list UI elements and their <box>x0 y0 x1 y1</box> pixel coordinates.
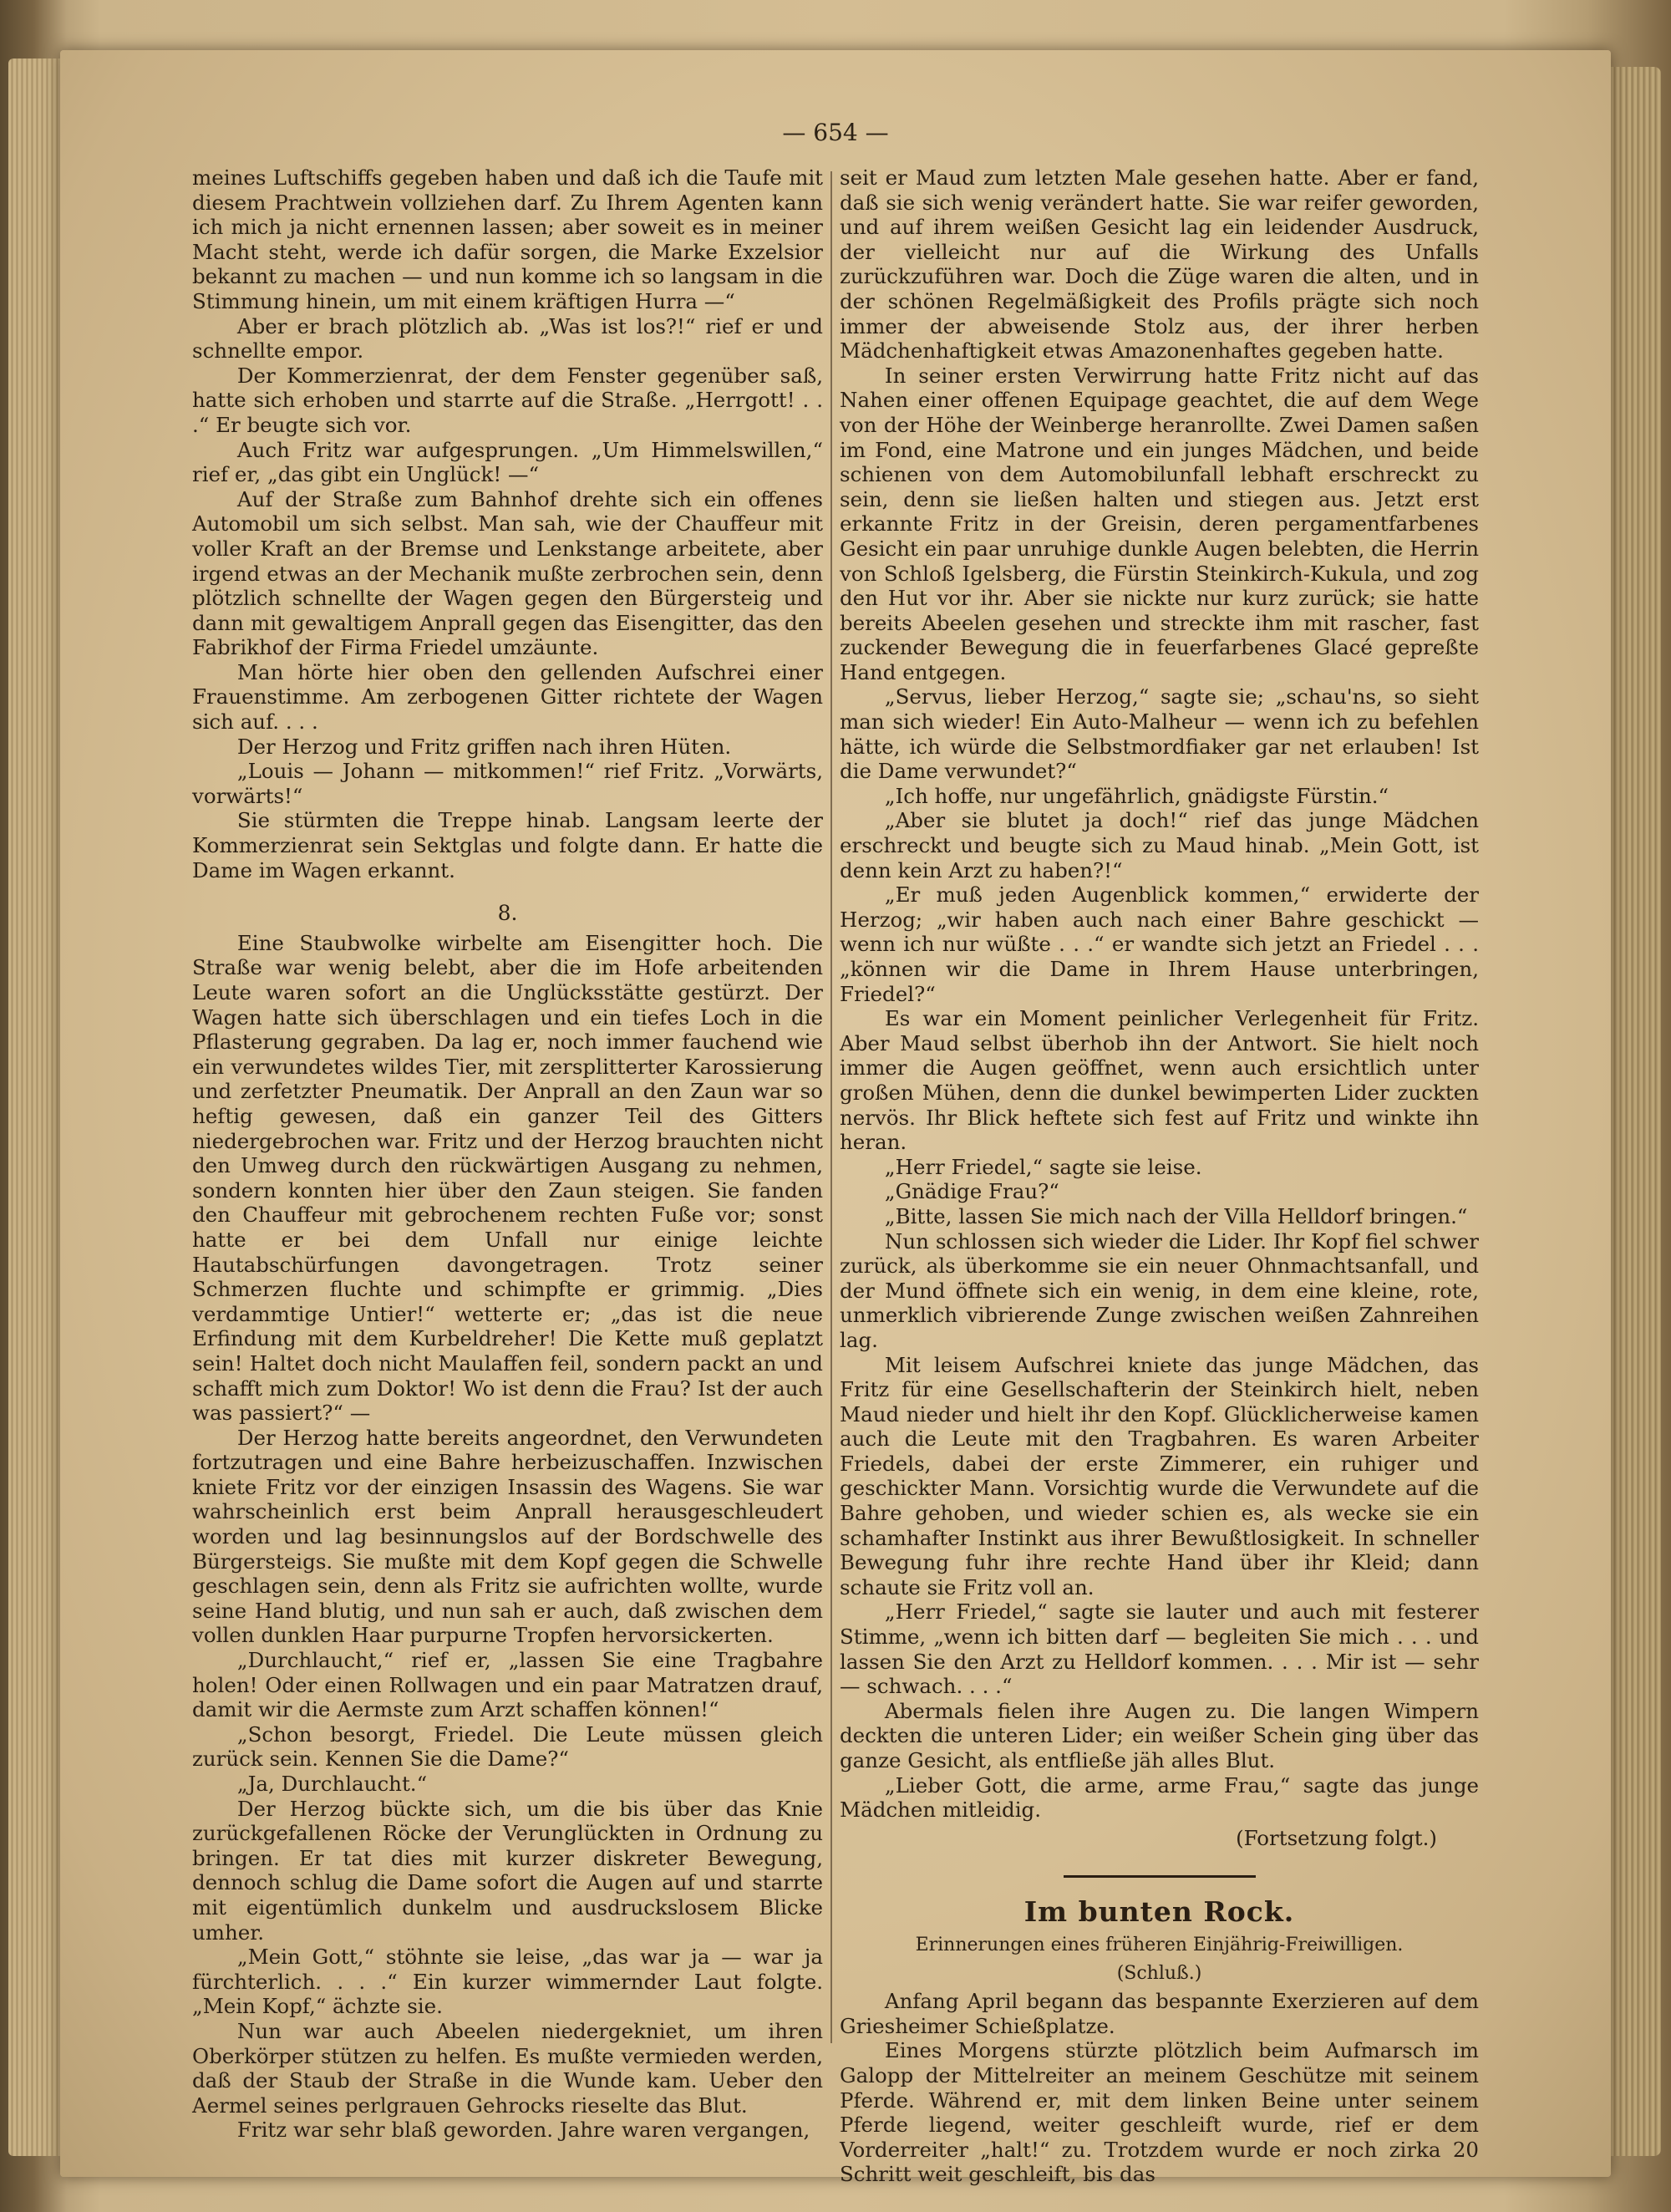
paragraph: „Herr Friedel,“ sagte sie lauter und auch mit festerer Stimme, „wenn ich bitten darf — begleiten Sie mich . . . und lassen Sie den Arzt zu Helldorf kommen. . . . Mir ist — sehr — schwach. . . .“ <box>840 1599 1479 1699</box>
paragraph: Auch Fritz war aufgesprungen. „Um Himmelswillen,“ rief er, „das gibt ein Unglück! —“ <box>192 437 823 487</box>
left-column <box>192 165 823 2143</box>
article-title: Im bunten Rock. <box>1023 1895 1295 1929</box>
paragraph: Mit leisem Aufschrei kniete das junge Mädchen, das Fritz für eine Gesellschafterin der Steinkirch hielt, neben Maud nieder und hielt ihr den Kopf. Glücklicherweise kamen auch die Leute mit den Tragbahren. Es waren Arbeiter Friedels, dabei der erste Zimmerer, ein ruhiger und geschickter Mann. Vorsichtig wurde die Verwundete auf die Bahre gehoben, und wieder schien es, als wecke sie ein schamhafter Instinkt aus ihrer Bewußtlosigkeit. In schneller Bewegung fuhr ihre rechte Hand über ihr Kleid; dann schaute sie Fritz voll an. <box>840 1352 1479 1599</box>
separator-rule <box>1064 1875 1256 1878</box>
paragraph: „Ich hoffe, nur ungefährlich, gnädigste Fürstin.“ <box>884 783 1389 808</box>
paragraph: Aber er brach plötzlich ab. „Was ist los?!“ rief er und schnellte empor. <box>192 313 823 364</box>
paragraph: „Er muß jeden Augenblick kommen,“ erwiderte der Herzog; „wir haben auch nach einer Bahre geschickt — wenn ich nur wüßte . . .“ er wandte sich jetzt an Friedel . . . „können wir die Dame in Ihrem Hause unterbringen, Friedel?“ <box>840 882 1479 1006</box>
paragraph: „Mein Gott,“ stöhnte sie leise, „das war ja — war ja fürchterlich. . . .“ Ein kurzer wimmernder Laut folgte. „Mein Kopf,“ ächzte sie. <box>192 1945 823 2019</box>
paragraph: „Bitte, lassen Sie mich nach der Villa Helldorf bringen.“ <box>884 1203 1468 1228</box>
paragraph: Eines Morgens stürzte plötzlich beim Aufmarsch im Galopp der Mittelreiter an meinem Geschütze mit seinem Pferde. Während er, mit dem linken Beine unter seinem Pferde liegend, weiter geschleift wurde, rief er dem Vorderreiter „halt!“ zu. Trotzdem wurde er noch zirka 20 Schritt weit geschleift, bis das <box>840 2038 1479 2187</box>
paragraph: „Durchlaucht,“ rief er, „lassen Sie eine Tragbahre holen! Oder einen Rollwagen und ein paar Matratzen drauf, damit wir die Aermste zum Arzt schaffen können!“ <box>192 1648 823 1722</box>
paragraph: meines Luftschiffs gegeben haben und daß ich die Taufe mit diesem Prachtwein vollziehen darf. Zu Ihrem Agenten kann ich mich ja nicht ernennen lassen; aber soweit es in meiner Macht steht, werde ich dafür sorgen, die Marke Exzelsior bekannt zu machen — und nun komme ich so langsam in die Stimmung hinein, um mit einem kräftigen Hurra —“ <box>192 165 823 313</box>
continuation-note: (Fortsetzung folgt.) <box>1236 1825 1437 1850</box>
paragraph: Anfang April begann das bespannte Exerzieren auf dem Griesheimer Schießplatze. <box>840 1989 1479 2038</box>
paragraph: Der Herzog bückte sich, um die bis über das Knie zurückgefallenen Röcke der Verunglückten in Ordnung zu bringen. Er tat dies mit kurzer diskreter Bewegung, dennoch schlug die Dame sofort die Augen auf und starrte mit eigentümlich dunkelm und ausdruckslosem Blicke umher. <box>192 1796 823 1945</box>
paragraph: „Herr Friedel,“ sagte sie leise. <box>884 1154 1202 1179</box>
paragraph: „Schon besorgt, Friedel. Die Leute müssen gleich zurück sein. Kennen Sie die Dame?“ <box>192 1721 823 1772</box>
paragraph: In seiner ersten Verwirrung hatte Fritz nicht auf das Nahen einer offenen Equipage geachtet, die auf dem Wege von der Höhe der Weinberge heranrollte. Zwei Damen saßen im Fond, eine Matrone und ein junges Mädchen, und beide schienen von dem Automobilunfall lebhaft erschreckt zu sein, denn sie ließen halten und stiegen aus. Jetzt erst erkannte Fritz in der Greisin, deren pergamentfarbenes Gesicht ein paar unruhige dunkle Augen belebten, die Herrin von Schloß Igelsberg, die Fürstin Steinkirch-Kukula, und zog den Hut vor ihr. Aber sie nickte nur kurz zurück; sie hatte bereits Abeelen gesehen und streckte ihm mit rascher, fast zuckender Bewegung die in feuerfarbenes Glacé gepreßte Hand entgegen. <box>840 363 1479 684</box>
paragraph: „Servus, lieber Herzog,“ sagte sie; „schau'ns, so sieht man sich wieder! Ein Auto-Malheur — wenn ich zu befehlen hätte, ich würde die Selbstmordfiaker gar net erlauben! Ist die Dame verwundet?“ <box>840 684 1479 784</box>
column-divider <box>830 171 832 2043</box>
section-number: 8. <box>497 901 518 926</box>
paragraph: „Ja, Durchlaucht.“ <box>236 1772 428 1796</box>
paragraph: „Louis — Johann — mitkommen!“ rief Fritz. „Vorwärts, vorwärts!“ <box>192 759 823 808</box>
paragraph: „Aber sie blutet ja doch!“ rief das junge Mädchen erschreckt und beugte sich zu Maud hinab. „Mein Gott, ist denn kein Arzt zu haben?!“ <box>840 808 1479 882</box>
paragraph: Der Kommerzienrat, der dem Fenster gegenüber saß, hatte sich erhoben und starrte auf die Straße. „Herrgott! . . .“ Er beugte sich vor. <box>192 363 823 437</box>
paragraph: Man hörte hier oben den gellenden Aufschrei einer Frauenstimme. Am zerbogenen Gitter richtete der Wagen sich auf. . . . <box>192 659 823 735</box>
paragraph: Der Herzog und Fritz griffen nach ihren Hüten. <box>236 734 732 759</box>
page-stack-right <box>1611 67 1661 2156</box>
paragraph: Auf der Straße zum Bahnhof drehte sich ein offenes Automobil um sich selbst. Man sah, wie der Chauffeur mit voller Kraft an der Bremse und Lenkstange arbeitete, aber irgend etwas an der Mechanik mußte zerbrochen sein, denn plötzlich schnellte der Wagen gegen den Bürgersteig und dann mit gewaltigem Anprall gegen das Eisengitter, das den Fabrikhof der Firma Friedel umzäunte. <box>192 486 823 660</box>
right-column <box>840 165 1479 2187</box>
article-subtitle: Erinnerungen eines früheren Einjährig-Freiwilligen. <box>915 1934 1404 1955</box>
paragraph: Abermals fielen ihre Augen zu. Die langen Wimpern deckten die unteren Lider; ein weißer Schein ging über das ganze Gesicht, als entfließe jäh alles Blut. <box>840 1698 1479 1772</box>
paragraph: Nun schlossen sich wieder die Lider. Ihr Kopf fiel schwer zurück, als überkomme sie ein neuer Ohnmachtsanfall, und der Mund öffnete sich ein wenig, in dem eine kleine, rote, unmerklich vibrierende Zunge zwischen weißen Zahnreihen lag. <box>840 1228 1479 1352</box>
paragraph: „Gnädige Frau?“ <box>884 1179 1059 1204</box>
paragraph: seit er Maud zum letzten Male gesehen hatte. Aber er fand, daß sie sich wenig verändert hatte. Sie war reifer geworden, und auf ihrem weißen Gesicht lag ein leidender Ausdruck, der vielleicht nur auf die Wirkung des Unfalls zurückzuführen war. Doch die Züge waren die alten, und in der schönen Regelmäßigkeit des Profils prägte sich noch immer der abweisende Stolz aus, der ihrer herben Mädchenhaftigkeit etwas Amazonenhaftes gegeben hatte. <box>840 165 1479 364</box>
paragraph: Fritz war sehr blaß geworden. Jahre waren vergangen, <box>236 2118 810 2143</box>
paragraph: Nun war auch Abeelen niedergekniet, um ihren Oberkörper stützen zu helfen. Es mußte vermieden werden, daß der Staub der Straße in die Wunde kam. Ueber den Aermel seines perlgrauen Gehrocks rieselte das Blut. <box>192 2018 823 2118</box>
paragraph: Eine Staubwolke wirbelte am Eisengitter hoch. Die Straße war wenig belebt, aber die im Hofe arbeitenden Leute waren sofort an die Unglücksstätte gestürzt. Der Wagen hatte sich überschlagen und ein tiefes Loch in die Pflasterung gegraben. Da lag er, noch immer fauchend wie ein verwundetes wildes Tier, mit zersplitterter Karossierung und zerfetzter Pneumatik. Der Anprall an den Zaun war so heftig gewesen, daß ein ganzer Teil des Gitters niedergebrochen war. Fritz und der Herzog brauchten nicht den Umweg durch den rückwärtigen Ausgang zu nehmen, sondern konnten hier über den Zaun steigen. Sie fanden den Chauffeur mit gebrochenem rechten Fuße vor; sonst hatte er bei dem Unfall nur einige leichte Hautabschürfungen davongetragen. Trotz seiner Schmerzen fluchte und schimpfte er grimmig. „Dies verdammtige Untier!“ wetterte er; „das ist die neue Erfindung mit dem Kurbeldreher! Die Kette muß geplatzt sein! Haltet doch nicht Maulaffen feil, sondern packt an und schafft mich zum Doktor! Wo ist denn die Frau? Ist der auch was passiert?“ — <box>192 930 823 1426</box>
paragraph: Es war ein Moment peinlicher Verlegenheit für Fritz. Aber Maud selbst überhob ihn der Antwort. Sie hielt noch immer die Augen geöffnet, wenn auch ersichtlich unter großen Mühen, denn die dunkel bewimperten Lider zuckten nervös. Ihr Blick heftete sich fest auf Fritz und winkte ihn heran. <box>840 1006 1479 1155</box>
paragraph: „Lieber Gott, die arme, arme Frau,“ sagte das junge Mädchen mitleidig. <box>840 1772 1479 1823</box>
page-number: — 654 — <box>782 119 889 146</box>
paragraph: Sie stürmten die Treppe hinab. Langsam leerte der Kommerzienrat sein Sektglas und folgte dann. Er hatte die Dame im Wagen erkannt. <box>192 808 823 882</box>
paragraph: Der Herzog hatte bereits angeordnet, den Verwundeten fortzutragen und eine Bahre herbeizuschaffen. Inzwischen kniete Fritz vor der einzigen Insassin des Wagens. Sie war wahrscheinlich erst beim Anprall herausgeschleudert worden und lag besinnungslos auf der Bordschwelle des Bürgersteigs. Sie mußte mit dem Kopf gegen die Schwelle geschlagen sein, denn als Fritz sie aufrichten wollte, wurde seine Hand blutig, und nun sah er auch, daß zwischen dem vollen dunklen Haar purpurne Tropfen hervorsickerten. <box>192 1425 823 1648</box>
article-part: (Schluß.) <box>1116 1962 1202 1984</box>
page-stack-left <box>8 58 62 2156</box>
